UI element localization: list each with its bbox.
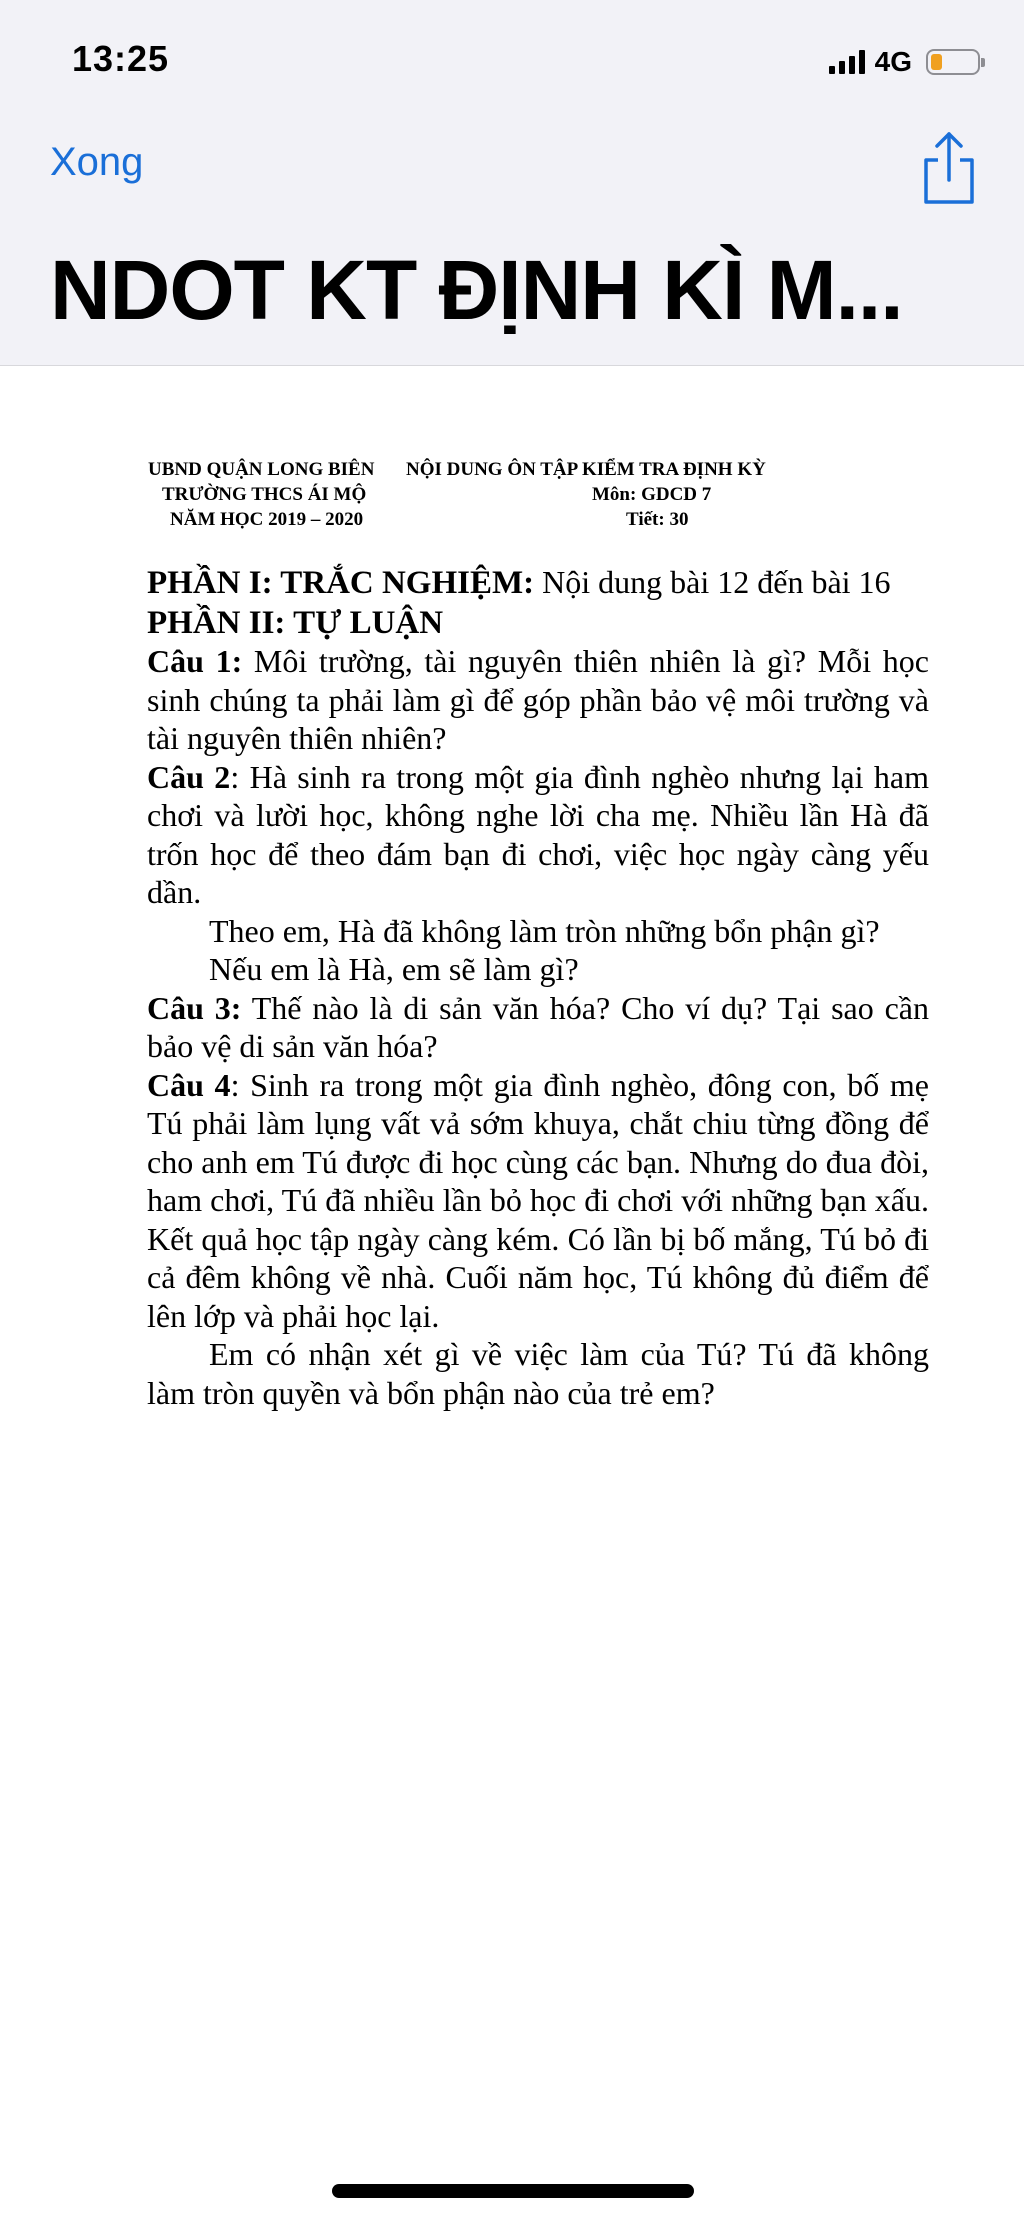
question-label: Câu 4 — [147, 1066, 231, 1103]
question-2-follow-up-2: Nếu em là Hà, em sẽ làm gì? — [209, 951, 579, 987]
battery-level — [931, 54, 942, 70]
question-label: Câu 1: — [147, 643, 243, 679]
part-1 — [147, 563, 929, 603]
question-4 — [147, 1066, 929, 1336]
question-text: : Hà sinh ra trong một gia đình nghèo nhưng lại ham chơi và lười học, không nghe lời cha mẹ. Nhiều lần Hà đã trốn học để theo đám bạn đi chơi, việc học ngày càng yếu dần. — [147, 758, 930, 910]
lesson-number: Tiết: 30 — [626, 509, 689, 530]
status-bar — [0, 0, 1024, 120]
status-time: 13:25 — [72, 38, 170, 79]
done-button[interactable]: Xong — [50, 140, 144, 184]
header-row-3 — [148, 507, 908, 532]
question-text: : Sinh ra trong một gia đình nghèo, đông con, bố mẹ Tú phải làm lụng vất vả sớm khuya, chắt chiu từng đồng để cho anh em Tú được đi học cùng các bạn. Nhưng do đua đòi, ham chơi, Tú đã nhiều lần bỏ học đi chơi với những bạn xấu. Kết quả học tập ngày càng kém. Có lần bị bố mắng, Tú bỏ đi cả đêm không về nhà. Cuối năm học, Tú không đủ điểm để lên lớp và phải học lại. — [147, 1066, 930, 1334]
school-name: TRƯỜNG THCS ÁI MỘ — [162, 484, 367, 505]
home-indicator[interactable] — [332, 2184, 694, 2198]
part-2-heading: PHẦN II: TỰ LUẬN — [147, 604, 444, 641]
part-1-text: Nội dung bài 12 đến bài 16 — [534, 564, 891, 600]
share-icon — [916, 130, 982, 206]
part-1-heading: PHẦN I: TRẮC NGHIỆM: — [147, 565, 535, 601]
question-4-follow-up-1: Em có nhận xét gì về việc làm của Tú? Tú đã không làm tròn quyền và bổn phận nào của trẻ em? — [147, 1336, 929, 1411]
status-indicators — [829, 44, 980, 80]
document-subject-title: NỘI DUNG ÔN TẬP KIỂM TRA ĐỊNH KỲ — [406, 459, 766, 480]
share-button[interactable] — [916, 130, 982, 206]
subject-name: Môn: GDCD 7 — [592, 484, 712, 505]
network-type: 4G — [874, 46, 912, 77]
question-2-follow-up-1: Theo em, Hà đã không làm tròn những bổn phận gì? — [209, 912, 880, 949]
question-3 — [147, 989, 929, 1066]
question-2 — [147, 758, 929, 912]
battery-icon — [926, 49, 980, 75]
question-label: Câu 3: — [147, 989, 242, 1026]
question-label: Câu 2 — [147, 758, 231, 795]
school-year: NĂM HỌC 2019 – 2020 — [170, 509, 364, 530]
navigation-bar — [0, 120, 1024, 366]
header-row-2 — [148, 482, 908, 507]
document-header — [148, 457, 908, 532]
battery-cap — [981, 58, 985, 67]
document-page[interactable] — [0, 367, 1024, 2217]
document-body — [147, 563, 929, 1412]
part-2 — [147, 603, 929, 643]
district-name: UBND QUẬN LONG BIÊN — [148, 459, 375, 480]
signal-icon — [829, 50, 865, 74]
document-title: NDOT KT ĐỊNH KÌ M... — [50, 243, 903, 337]
header-row-1 — [148, 457, 908, 482]
question-text: Môi trường, tài nguyên thiên nhiên là gì? Mỗi học sinh chúng ta phải làm gì để góp phần bảo vệ môi trường và tài nguyên thiên nhiên? — [147, 643, 930, 756]
question-1 — [147, 642, 929, 758]
question-text: Thế nào là di sản văn hóa? Cho ví dụ? Tại sao cần bảo vệ di sản văn hóa? — [147, 989, 929, 1064]
